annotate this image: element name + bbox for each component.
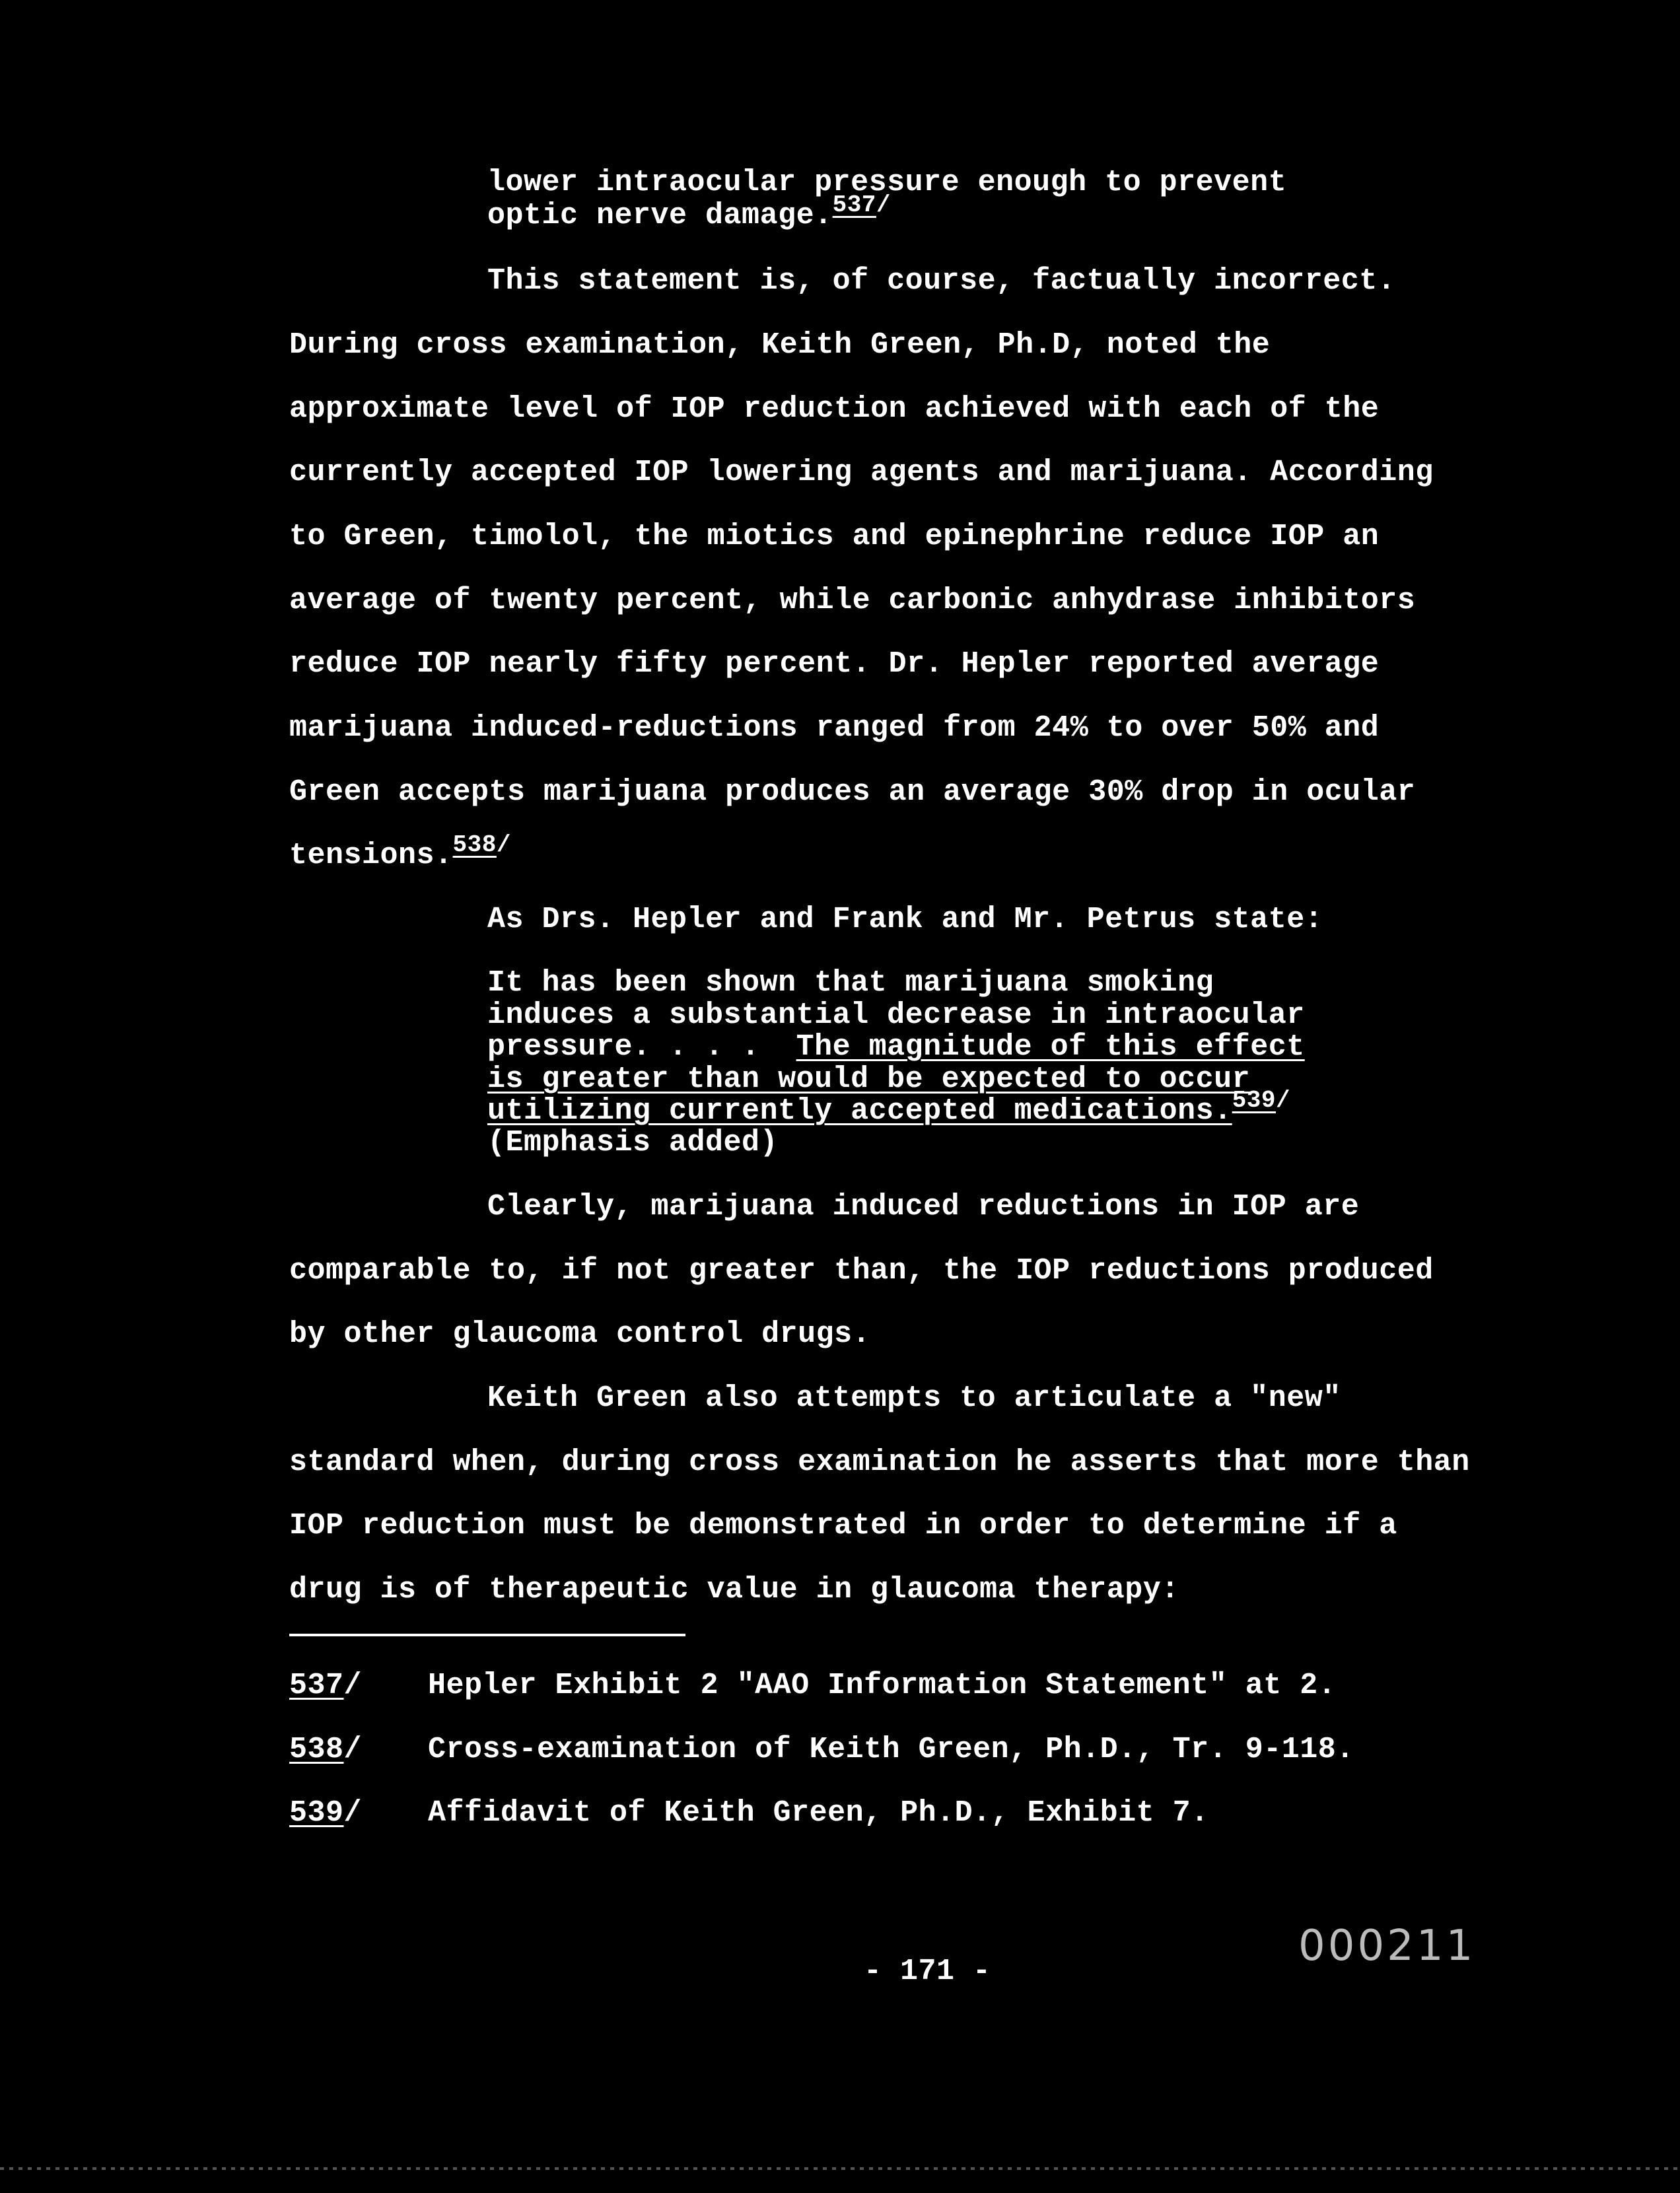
footnote-divider <box>289 1634 685 1636</box>
paragraph-line: Green accepts marijuana produces an average 30% drop in ocular <box>289 775 1416 809</box>
paragraph-line: comparable to, if not greater than, the IOP reductions produced <box>289 1254 1434 1288</box>
paragraph-line: Clearly, marijuana induced reductions in IOP are <box>487 1190 1360 1224</box>
bates-stamp: 000211 <box>1298 1922 1476 1970</box>
paragraph-line: This statement is, of course, factually incorrect. <box>487 264 1396 298</box>
block-quote-line <box>487 1032 1305 1062</box>
paragraph-line: average of twenty percent, while carbonic anhydrase inhibitors <box>289 584 1416 617</box>
footnote-slash: / <box>1276 1087 1291 1114</box>
footnote-text: Affidavit of Keith Green, Ph.D., Exhibit 7. <box>428 1796 1209 1830</box>
paragraph-line: reduce IOP nearly fifty percent. Dr. Hepler reported average <box>289 647 1380 681</box>
paragraph-line-with-footnote <box>289 831 511 872</box>
quote-line-with-footnote <box>487 191 892 232</box>
paragraph-line: marijuana induced-reductions ranged from 24% to over 50% and <box>289 711 1380 745</box>
scan-edge <box>0 2167 1680 2170</box>
emphasized-text: The magnitude of this effect <box>796 1030 1305 1064</box>
footnote-ref: 538 <box>452 831 497 858</box>
quote-line: lower intraocular pressure enough to prevent <box>487 166 1287 199</box>
footnote <box>289 1671 362 1700</box>
footnote-number: 538 <box>289 1733 344 1766</box>
footnote-slash: / <box>343 1733 363 1766</box>
paragraph-line: approximate level of IOP reduction achieved with each of the <box>289 392 1380 426</box>
footnote-ref: 539 <box>1232 1087 1276 1114</box>
quote-text: optic nerve damage. <box>487 199 833 232</box>
block-quote-line-with-footnote <box>487 1087 1291 1128</box>
footnote-text: Cross-examination of Keith Green, Ph.D., Tr. 9-118. <box>428 1733 1354 1766</box>
quote-intro: As Drs. Hepler and Frank and Mr. Petrus state: <box>487 903 1323 936</box>
paragraph-line: by other glaucoma control drugs. <box>289 1317 871 1351</box>
paragraph-line: IOP reduction must be demonstrated in order to determine if a <box>289 1509 1397 1543</box>
paragraph-line: standard when, during cross examination he asserts that more than <box>289 1445 1470 1479</box>
footnote-ref: 537 <box>832 191 876 219</box>
block-quote-line: induces a substantial decrease in intraocular <box>487 998 1305 1032</box>
paragraph-line: currently accepted IOP lowering agents and marijuana. According <box>289 456 1434 489</box>
margin-mark <box>12 66 38 92</box>
paragraph-line: During cross examination, Keith Green, Ph.D, noted the <box>289 328 1271 362</box>
footnote <box>289 1735 362 1764</box>
block-quote-text: pressure. . . . <box>487 1030 796 1064</box>
paragraph-line: drug is of therapeutic value in glaucoma therapy: <box>289 1573 1179 1607</box>
footnote-text: Hepler Exhibit 2 "AAO Information Statement" at 2. <box>428 1669 1337 1702</box>
footnote-slash: / <box>343 1669 363 1702</box>
footnote-slash: / <box>343 1796 363 1830</box>
emphasized-text: utilizing currently accepted medications. <box>487 1094 1232 1128</box>
page-number: - 171 - <box>864 1955 991 1988</box>
paragraph-text: tensions. <box>289 839 453 872</box>
footnote-slash: / <box>496 831 511 858</box>
footnote-number: 539 <box>289 1796 344 1830</box>
paragraph-line: Keith Green also attempts to articulate a "new" <box>487 1381 1341 1415</box>
footnote-number: 537 <box>289 1669 344 1702</box>
footnote-slash: / <box>876 191 892 219</box>
emphasis-note: (Emphasis added) <box>487 1126 779 1160</box>
footnote <box>289 1798 362 1828</box>
paragraph-line: to Green, timolol, the miotics and epinephrine reduce IOP an <box>289 520 1380 553</box>
block-quote-line: It has been shown that marijuana smoking <box>487 966 1214 1000</box>
emphasized-text: is greater than would be expected to occur <box>487 1062 1251 1096</box>
